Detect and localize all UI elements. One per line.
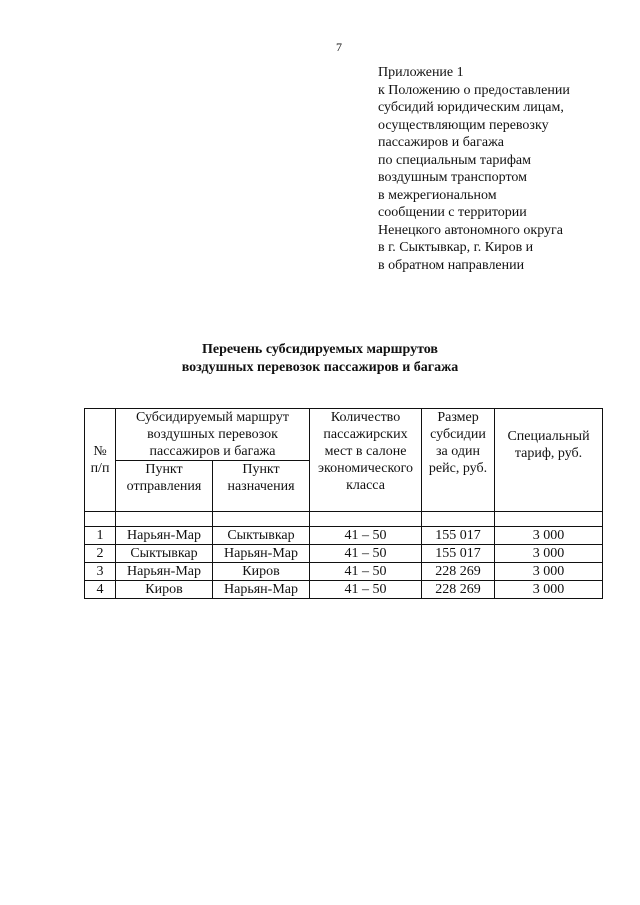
page-number: 7 — [336, 40, 342, 54]
cell-departure: Нарьян-Мар — [116, 563, 213, 581]
header-text: рейс, руб. — [428, 461, 488, 476]
cell-subsidy: 155 017 — [422, 545, 495, 563]
cell-destination: Сыктывкар — [213, 527, 310, 545]
header-row — [85, 409, 603, 461]
cell-subsidy: 228 269 — [422, 563, 495, 581]
appendix-line: Ненецкого автономного округа — [378, 222, 563, 238]
header-text: Субсидируемый маршрут — [135, 410, 290, 425]
appendix-line: к Положению о предоставлении — [378, 82, 570, 98]
header-tariff — [495, 409, 603, 512]
header-text: субсидии — [430, 427, 486, 442]
cell-subsidy: 155 017 — [422, 527, 495, 545]
appendix-line: по специальным тарифам — [378, 152, 532, 168]
document-title — [0, 341, 640, 377]
cell-tariff: 3 000 — [495, 545, 603, 563]
cell-departure: Сыктывкар — [116, 545, 213, 563]
cell-tariff: 3 000 — [495, 527, 603, 545]
spacer-cell — [422, 512, 495, 527]
spacer-cell — [495, 512, 603, 527]
header-text: Количество — [330, 410, 401, 425]
cell-destination: Нарьян-Мар — [213, 581, 310, 599]
header-text: воздушных перевозок — [147, 427, 278, 442]
spacer-cell — [85, 512, 116, 527]
table-row — [85, 563, 603, 581]
spacer-row — [85, 512, 603, 527]
cell-number: 1 — [85, 527, 116, 545]
cell-tariff: 3 000 — [495, 581, 603, 599]
appendix-note — [378, 64, 628, 274]
cell-seats: 41 – 50 — [310, 545, 422, 563]
cell-number: 4 — [85, 581, 116, 599]
spacer-cell — [116, 512, 213, 527]
header-text: Пункт — [242, 462, 280, 477]
header-number — [85, 409, 116, 512]
header-subsidy — [422, 409, 495, 512]
cell-seats: 41 – 50 — [310, 581, 422, 599]
cell-destination: Нарьян-Мар — [213, 545, 310, 563]
cell-tariff: 3 000 — [495, 563, 603, 581]
cell-departure: Киров — [116, 581, 213, 599]
header-text: мест в салоне — [324, 444, 407, 459]
header-text: за один — [436, 444, 480, 459]
spacer-cell — [310, 512, 422, 527]
header-text: Размер — [437, 410, 479, 425]
appendix-line: осуществляющим перевозку — [378, 117, 549, 133]
cell-departure: Нарьян-Мар — [116, 527, 213, 545]
header-text: пассажиров и багажа — [149, 444, 276, 459]
title-line: Перечень субсидируемых маршрутов — [201, 342, 438, 357]
cell-destination: Киров — [213, 563, 310, 581]
header-text: тариф, руб. — [514, 446, 583, 461]
spacer-cell — [213, 512, 310, 527]
header-seats — [310, 409, 422, 512]
header-text: класса — [346, 478, 385, 493]
title-line: воздушных перевозок пассажиров и багажа — [181, 360, 459, 375]
appendix-line: в г. Сыктывкар, г. Киров и — [378, 240, 534, 255]
cell-number: 3 — [85, 563, 116, 581]
cell-subsidy: 228 269 — [422, 581, 495, 599]
header-route — [116, 409, 310, 461]
header-destination — [213, 461, 310, 512]
appendix-line: субсидий юридическим лицам, — [378, 100, 564, 115]
header-text: пассажирских — [323, 427, 408, 442]
header-text: п/п — [90, 461, 110, 476]
appendix-line: пассажиров и багажа — [378, 135, 504, 150]
table-row — [85, 527, 603, 545]
header-text: экономического — [318, 461, 413, 476]
table-row — [85, 581, 603, 599]
routes-table — [84, 408, 603, 599]
header-text: Специальный — [507, 429, 590, 444]
header-text: назначения — [227, 479, 295, 494]
table-row — [85, 545, 603, 563]
cell-seats: 41 – 50 — [310, 563, 422, 581]
appendix-line: воздушным транспортом — [378, 170, 527, 185]
header-text: отправления — [126, 479, 202, 494]
appendix-line: Приложение 1 — [378, 65, 464, 80]
header-text: Пункт — [145, 462, 183, 477]
header-departure — [116, 461, 213, 512]
cell-seats: 41 – 50 — [310, 527, 422, 545]
appendix-line: сообщении с территории — [378, 205, 527, 220]
cell-number: 2 — [85, 545, 116, 563]
appendix-line: в межрегиональном — [378, 187, 497, 203]
header-text: № — [93, 444, 107, 459]
appendix-line: в обратном направлении — [378, 257, 525, 273]
